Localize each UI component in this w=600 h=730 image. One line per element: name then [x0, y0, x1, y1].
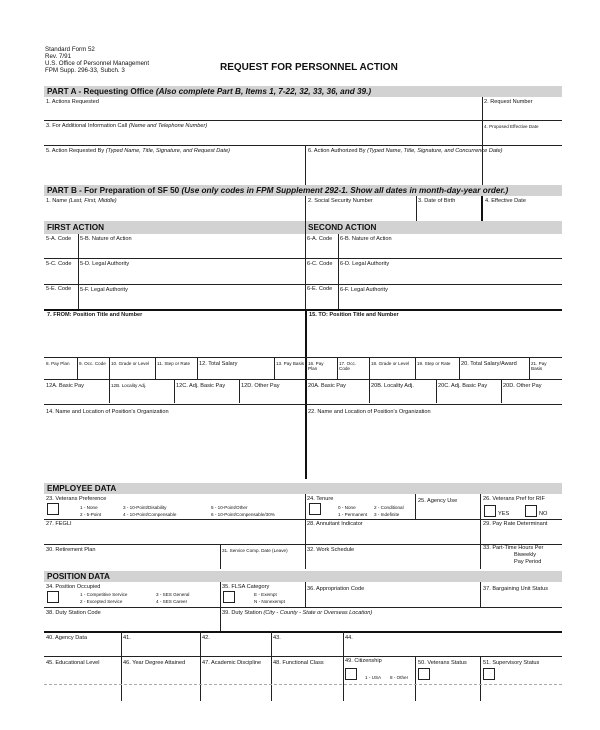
- veterans-preference-box[interactable]: [47, 503, 59, 515]
- tenure-box[interactable]: [309, 503, 321, 515]
- from-other-pay-label: 12D. Other Pay: [241, 383, 280, 389]
- employee-data-header: [44, 483, 562, 494]
- academic-discipline-label: 47. Academic Discipline: [202, 660, 262, 666]
- position-occupied-box[interactable]: [47, 591, 59, 603]
- annuitant-indicator-field[interactable]: [308, 528, 478, 542]
- veterans-preference-label: 23. Veterans Preference: [46, 496, 107, 502]
- supervisory-status-label: 51. Supervisory Status: [483, 660, 540, 666]
- bargaining-unit-field[interactable]: [483, 593, 560, 606]
- part-b-note: (Use only codes in FPM Supplement 292-1. Show all dates in month-day-year order.): [181, 186, 509, 195]
- field-43-input[interactable]: [273, 642, 342, 654]
- bargaining-unit-label: 37. Bargaining Unit Status: [483, 586, 548, 592]
- duty-station-label: 39. Duty Station (City - County - State or Overseas Location): [222, 610, 373, 616]
- from-basic-pay-label: 12A. Basic Pay: [46, 383, 84, 389]
- part-a-note: (Also complete Part B, Items 1, 7-22, 32, 33, 36, and 39.): [155, 87, 372, 96]
- annuitant-indicator-label: 28. Annuitant Indicator: [307, 521, 363, 527]
- second-6c-code-label: 6-C. Code: [307, 261, 333, 267]
- name-field[interactable]: [46, 205, 304, 219]
- request-number-label: 2. Request Number: [484, 99, 533, 105]
- second-6d-field[interactable]: [340, 268, 560, 282]
- first-5f-field[interactable]: [80, 294, 304, 308]
- retirement-plan-label: 30. Retirement Plan: [46, 547, 96, 553]
- to-total-salary-label: 20. Total Salary/Award: [461, 361, 517, 367]
- action-requested-by-label: 5. Action Requested By (Typed Name, Title, Signature, and Request Date): [46, 148, 230, 154]
- ssn-label: 2. Social Security Number: [308, 198, 373, 204]
- additional-info-field[interactable]: [46, 130, 482, 144]
- second-6f-legal-label: 6-F. Legal Authority: [340, 287, 388, 293]
- rif-yes-box[interactable]: [484, 505, 496, 517]
- first-5d-field[interactable]: [80, 268, 304, 282]
- tenure-opt-1: 1 - Permanent: [338, 512, 368, 517]
- tenure-label: 24. Tenure: [307, 496, 334, 502]
- service-comp-date-field[interactable]: [222, 554, 303, 568]
- to-org-label: 22. Name and Location of Position's Organization: [308, 409, 431, 415]
- from-pay-basis-label: 13. Pay Basis: [276, 361, 305, 366]
- duty-station-field[interactable]: [222, 617, 560, 630]
- from-total-salary-label: 12. Total Salary: [199, 361, 238, 367]
- action-header-bar: [44, 221, 562, 234]
- from-org-label: 14. Name and Location of Position's Organization: [46, 409, 169, 415]
- form-supplement: FPM Supp. 296-33, Subch. 3: [45, 67, 125, 74]
- to-occ-code-label: 17. Occ. Code: [339, 361, 357, 372]
- vet-opt-2: 2 - 5-Point: [80, 512, 102, 517]
- to-grade-label: 18. Grade or Level: [371, 361, 410, 366]
- second-6e-code-label: 6-E. Code: [307, 286, 333, 292]
- tenure-opt-0: 0 - None: [338, 505, 356, 510]
- fegli-label: 27. FEGLI: [46, 521, 72, 527]
- from-locality-adj-label: 12B. Locality Adj.: [111, 383, 147, 388]
- agency-use-field[interactable]: [418, 505, 478, 517]
- work-schedule-label: 32. Work Schedule: [307, 547, 355, 553]
- vet-opt-3: 3 - 10-Point/Disability: [123, 505, 167, 510]
- flsa-opt-e: E - Exempt: [254, 592, 277, 597]
- action-authorized-by-label: 6. Action Authorized By (Typed Name, Title, Signature, and Concurrence Date): [308, 148, 503, 154]
- form-title: REQUEST FOR PERSONNEL ACTION: [220, 62, 398, 73]
- citizenship-opt-usa: 1 - USA: [365, 675, 382, 680]
- part-time-hours-label: 33. Part-Time Hours Per: [483, 545, 544, 551]
- functional-class-label: 48. Functional Class: [273, 660, 324, 666]
- to-adj-basic-pay-label: 20C. Adj. Basic Pay: [438, 383, 488, 389]
- rif-no-box[interactable]: [525, 505, 537, 517]
- flsa-category-label: 35. FLSA Category: [222, 584, 270, 590]
- veterans-pref-rif-label: 26. Veterans Pref for RIF: [483, 496, 545, 502]
- action-authorized-by-field[interactable]: [308, 156, 560, 184]
- first-5b-nature-label: 5-B. Nature of Action: [80, 236, 132, 242]
- vet-opt-6: 6 - 10-Point/Compensable/30%: [211, 512, 275, 517]
- rif-yes-label: YES: [498, 511, 510, 517]
- to-step-label: 19. Step or Rate: [417, 361, 451, 366]
- ssn-field[interactable]: [308, 205, 415, 219]
- supervisory-status-box[interactable]: [483, 668, 495, 680]
- field-41-label: 41.: [123, 635, 131, 641]
- actions-requested-label: 1. Actions Requested: [46, 99, 99, 105]
- part-a-title: PART A - Requesting Office: [47, 87, 154, 96]
- action-requested-by-field[interactable]: [46, 156, 304, 184]
- second-6d-legal-label: 6-D. Legal Authority: [340, 261, 390, 267]
- pos-opt-1: 1 - Competitive Service: [80, 592, 128, 597]
- part-a-header: [44, 86, 562, 97]
- field-44-input[interactable]: [345, 642, 560, 654]
- pos-opt-3: 3 - SES General: [156, 592, 190, 597]
- field-41-input[interactable]: [123, 642, 199, 654]
- service-comp-date-label: 31. Service Comp. Date (Leave): [222, 548, 288, 553]
- position-data-header: [44, 571, 562, 582]
- to-other-pay-label: 20D. Other Pay: [503, 383, 542, 389]
- second-6b-field[interactable]: [340, 243, 560, 257]
- vet-opt-4: 4 - 10-Point/Compensable: [123, 512, 177, 517]
- rif-no-label: NO: [539, 511, 548, 517]
- position-occupied-label: 34. Position Occupied: [46, 584, 101, 590]
- field-43-label: 43.: [273, 635, 281, 641]
- first-5c-code-label: 5-C. Code: [46, 261, 72, 267]
- field-44-label: 44.: [345, 635, 353, 641]
- from-adj-basic-pay-label: 12C. Adj. Basic Pay: [176, 383, 226, 389]
- field-42-label: 42.: [202, 635, 210, 641]
- first-5e-code-label: 5-E. Code: [46, 286, 72, 292]
- flsa-category-box[interactable]: [223, 591, 235, 603]
- veterans-status-box[interactable]: [418, 668, 430, 680]
- part-time-biweekly-label: Biweekly: [514, 552, 537, 558]
- pos-opt-2: 2 - Excepted Service: [80, 599, 123, 604]
- request-number-field[interactable]: [484, 106, 560, 120]
- first-5a-code-label: 5-A. Code: [46, 236, 72, 242]
- name-label: 1. Name (Last, First, Middle): [46, 198, 117, 204]
- citizenship-label: 49. Citizenship: [345, 658, 382, 664]
- part-b-title: PART B - For Preparation of SF 50: [47, 186, 180, 195]
- effective-date-field[interactable]: [485, 205, 560, 219]
- position-data-title: POSITION DATA: [47, 572, 110, 581]
- citizenship-opt-other: 8 - Other: [390, 675, 409, 680]
- form-revision: Rev. 7/91: [45, 53, 72, 60]
- from-grade-label: 10. Grade or Level: [111, 361, 150, 366]
- agency-data-label: 40. Agency Data: [46, 635, 88, 641]
- to-basic-pay-label: 20A. Basic Pay: [308, 383, 346, 389]
- citizenship-box[interactable]: [345, 668, 357, 680]
- from-position-label: 7. FROM: Position Title and Number: [47, 312, 143, 318]
- proposed-effective-date-label: 4. Proposed Effective Date: [484, 124, 539, 129]
- additional-info-label: 3. For Additional Information Call (Name and Telephone Number): [46, 123, 208, 129]
- vet-opt-5: 5 - 10-Point/Other: [211, 505, 248, 510]
- part-time-pay-period-label: Pay Period: [514, 559, 542, 565]
- actions-requested-field[interactable]: [46, 106, 482, 120]
- pay-rate-determinant-label: 29. Pay Rate Determinant: [483, 521, 548, 527]
- to-position-field[interactable]: [309, 320, 560, 356]
- from-org-field[interactable]: [46, 417, 303, 477]
- to-position-label: 15. TO: Position Title and Number: [309, 312, 399, 318]
- from-occ-code-label: 9. Occ. Code: [79, 361, 106, 366]
- to-org-field[interactable]: [308, 417, 560, 477]
- duty-station-code-field[interactable]: [46, 617, 218, 630]
- agency-data-field[interactable]: [46, 642, 120, 654]
- dob-field[interactable]: [418, 205, 480, 219]
- second-6b-nature-label: 6-B. Nature of Action: [340, 236, 392, 242]
- first-5b-field[interactable]: [80, 243, 304, 257]
- pos-opt-4: 4 - SES Career: [156, 599, 188, 604]
- employee-data-title: EMPLOYEE DATA: [47, 484, 117, 493]
- form-agency: U.S. Office of Personnel Management: [45, 60, 150, 67]
- second-action-title: SECOND ACTION: [308, 223, 377, 232]
- educational-level-label: 45. Educational Level: [46, 660, 100, 666]
- second-6f-field[interactable]: [340, 294, 560, 308]
- effective-date-label: 4. Effective Date: [485, 198, 526, 204]
- form-number: Standard Form 52: [45, 46, 95, 53]
- field-42-input[interactable]: [202, 642, 270, 654]
- to-pay-basis-label: 21. Pay Basis: [531, 361, 547, 372]
- veterans-status-label: 50. Veterans Status: [418, 660, 467, 666]
- to-pay-plan-label: 16. Pay Plan: [308, 361, 324, 372]
- pay-rate-determinant-field[interactable]: [483, 528, 560, 542]
- flsa-opt-n: N - Nonexempt: [254, 599, 285, 604]
- work-schedule-field[interactable]: [308, 554, 478, 568]
- first-5d-legal-label: 5-D. Legal Authority: [80, 261, 130, 267]
- dob-label: 3. Date of Birth: [418, 198, 456, 204]
- part-b-header: [44, 185, 562, 196]
- first-5f-legal-label: 5-F. Legal Authority: [80, 287, 128, 293]
- tenure-opt-3: 3 - Indefinite: [374, 512, 400, 517]
- second-6a-code-label: 6-A. Code: [307, 236, 333, 242]
- fegli-field[interactable]: [46, 528, 302, 542]
- duty-station-code-label: 38. Duty Station Code: [46, 610, 101, 616]
- vet-opt-1: 1 - None: [80, 505, 98, 510]
- bottom-tear-line: [44, 684, 562, 685]
- from-step-label: 11. Step or Rate: [157, 361, 191, 366]
- proposed-effective-date-field[interactable]: [484, 130, 560, 144]
- from-pay-plan-label: 8. Pay Plan: [46, 361, 70, 366]
- tenure-opt-2: 2 - Conditional: [374, 505, 404, 510]
- appropriation-code-field[interactable]: [308, 593, 478, 606]
- first-action-title: FIRST ACTION: [47, 223, 105, 232]
- agency-use-label: 25. Agency Use: [418, 498, 458, 504]
- appropriation-code-label: 36. Appropriation Code: [307, 586, 365, 592]
- to-locality-adj-label: 20B. Locality Adj.: [371, 383, 414, 389]
- retirement-plan-field[interactable]: [46, 554, 218, 568]
- year-degree-label: 46. Year Degree Attained: [123, 660, 186, 666]
- from-position-field[interactable]: [47, 320, 303, 356]
